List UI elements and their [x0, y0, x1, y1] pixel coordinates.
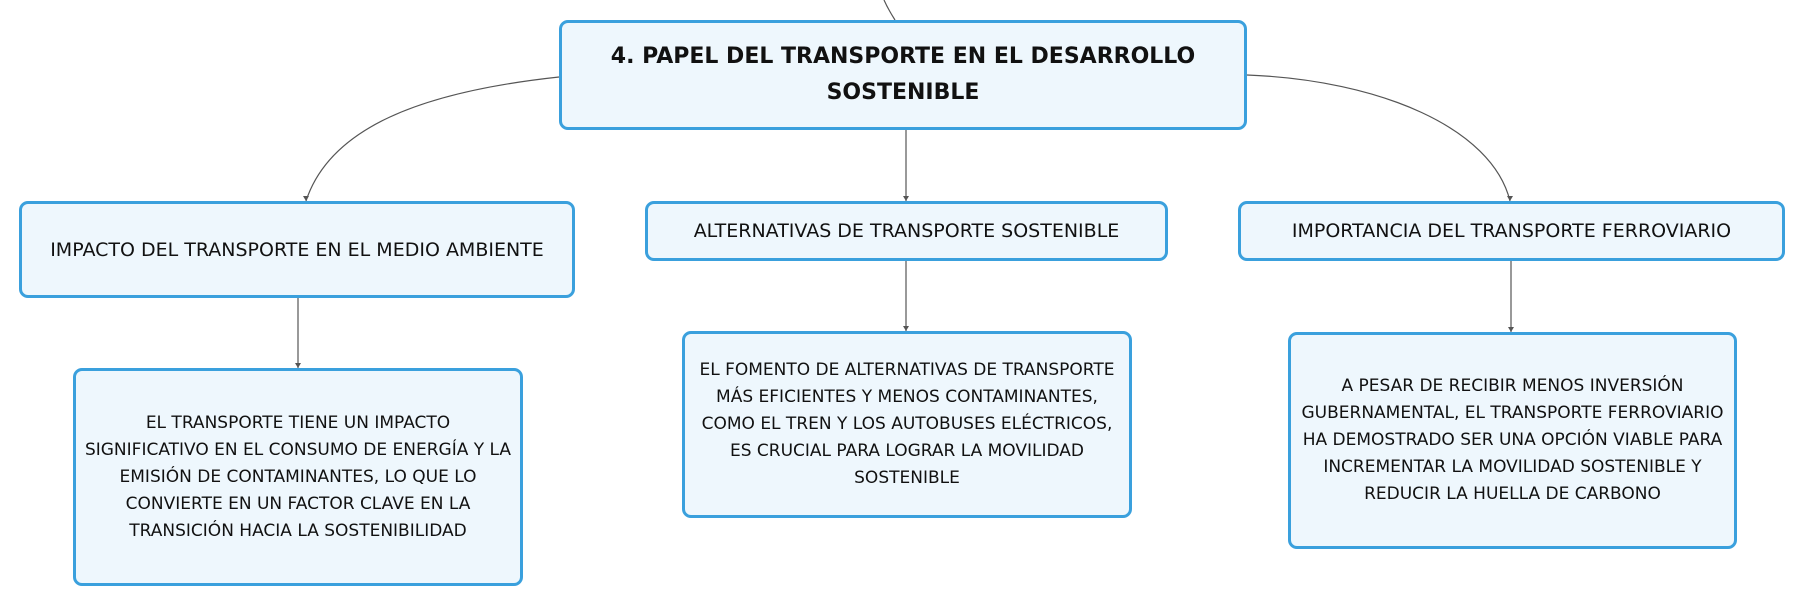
connector-root-to-branch-1: [306, 77, 559, 201]
detail-node-environmental-impact[interactable]: [73, 368, 523, 586]
branch-node-label: ALTERNATIVAS DE TRANSPORTE SOSTENIBLE: [693, 220, 1120, 242]
detail-node-text: A PESAR DE RECIBIR MENOS INVERSIÓN GUBERNAMENTAL, EL TRANSPORTE FERROVIARIO HA DEMOSTRADO SER UNA OPCIÓN VIABLE PARA INCREMENTAR LA MOVILIDAD SOSTENIBLE Y REDUCIR LA HUELLA DE CARBONO: [1301, 376, 1724, 504]
detail-node-sustainable-alternatives[interactable]: [682, 331, 1132, 518]
detail-node-text: EL TRANSPORTE TIENE UN IMPACTO SIGNIFICATIVO EN EL CONSUMO DE ENERGÍA Y LA EMISIÓN DE CONTAMINANTES, LO QUE LO CONVIERTE EN UN FACTOR CLAVE EN LA TRANSICIÓN HACIA LA SOSTENIBILIDAD: [84, 412, 512, 541]
root-node[interactable]: [559, 20, 1247, 130]
branch-node-environmental-impact[interactable]: [19, 201, 575, 298]
branch-node-label: IMPORTANCIA DEL TRANSPORTE FERROVIARIO: [1291, 220, 1732, 242]
branch-node-rail-importance[interactable]: [1238, 201, 1785, 261]
connector-from-parent: [884, 0, 895, 20]
connector-root-to-branch-3: [1247, 75, 1510, 201]
branch-node-sustainable-alternatives[interactable]: [645, 201, 1168, 261]
detail-node-text: EL FOMENTO DE ALTERNATIVAS DE TRANSPORTE MÁS EFICIENTES Y MENOS CONTAMINANTES, COMO EL TREN Y LOS AUTOBUSES ELÉCTRICOS, ES CRUCIAL PARA LOGRAR LA MOVILIDAD SOSTENIBLE: [699, 360, 1115, 488]
detail-node-rail-importance[interactable]: [1288, 332, 1737, 549]
root-node-title: 4. PAPEL DEL TRANSPORTE EN EL DESARROLLO SOSTENIBLE: [610, 44, 1196, 105]
branch-node-label: IMPACTO DEL TRANSPORTE EN EL MEDIO AMBIENTE: [50, 238, 544, 261]
